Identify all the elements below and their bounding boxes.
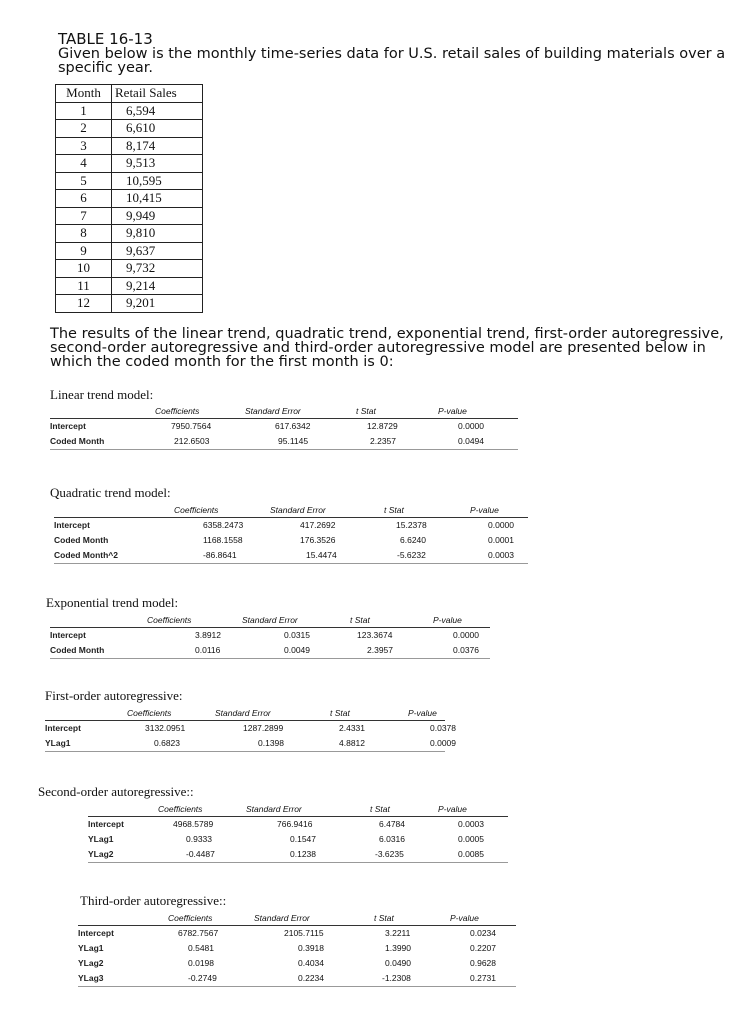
variable-name: Coded Month	[50, 436, 105, 446]
table-row	[56, 207, 203, 225]
t-stat-header: t Stat	[384, 505, 404, 515]
sales-cell: 9,949	[112, 207, 203, 225]
quadratic-model-table	[54, 503, 528, 564]
t-stat-header: t Stat	[356, 406, 376, 416]
month-cell: 3	[56, 137, 112, 155]
t-stat-value: 2.3957	[367, 645, 393, 655]
coefficient-row	[45, 736, 456, 752]
coefficient-value: 0.0198	[188, 958, 214, 968]
p-value: 0.0005	[458, 834, 484, 844]
variable-name: YLag1	[78, 943, 104, 953]
variable-name: YLag3	[78, 973, 104, 983]
coefficient-row	[45, 721, 456, 736]
month-cell: 12	[56, 295, 112, 313]
p-value-header: P-value	[433, 615, 462, 625]
retail-sales-table	[55, 84, 203, 313]
standard-error-value: 0.3918	[298, 943, 324, 953]
coefficient-value: 6782.7567	[178, 928, 219, 938]
coefficient-row	[78, 956, 516, 971]
standard-error-value: 176.3526	[300, 535, 336, 545]
sales-cell: 9,201	[112, 295, 203, 313]
p-value-header: P-value	[470, 505, 499, 515]
t-stat-value: 6.6240	[400, 535, 426, 545]
t-stat-value: 2.4331	[339, 723, 365, 733]
month-cell: 4	[56, 155, 112, 173]
exponential-model-label: Exponential trend model:	[46, 595, 179, 610]
table-row	[56, 102, 203, 120]
ar2-model-label: Second-order autoregressive::	[38, 784, 194, 799]
month-cell: 2	[56, 120, 112, 138]
standard-error-header: Standard Error	[215, 708, 271, 718]
p-value-header: P-value	[438, 804, 467, 814]
standard-error-header: Standard Error	[246, 804, 302, 814]
variable-name: Intercept	[50, 421, 86, 431]
t-stat-header: t Stat	[350, 615, 370, 625]
p-value: 0.0001	[488, 535, 514, 545]
month-cell: 11	[56, 277, 112, 295]
month-cell: 8	[56, 225, 112, 243]
variable-name: Intercept	[88, 819, 124, 829]
coefficient-row	[50, 419, 518, 434]
t-stat-value: -1.2308	[382, 973, 411, 983]
t-stat-value: 123.3674	[357, 630, 393, 640]
coefficient-value: -0.4487	[186, 849, 215, 859]
sales-cell: 9,214	[112, 277, 203, 295]
table-row	[56, 155, 203, 173]
coefficient-row	[88, 817, 508, 832]
p-value: 0.0000	[458, 421, 484, 431]
coefficient-row	[78, 926, 516, 941]
coefficient-header-row	[78, 911, 516, 926]
standard-error-value: 0.1547	[290, 834, 316, 844]
sales-cell: 9,637	[112, 242, 203, 260]
coefficient-row	[50, 643, 490, 659]
coefficients-header: Coefficients	[174, 505, 219, 515]
sales-cell: 10,415	[112, 190, 203, 208]
ar3-model-table	[78, 911, 516, 987]
variable-name: Intercept	[78, 928, 114, 938]
standard-error-value: 766.9416	[277, 819, 313, 829]
month-cell: 10	[56, 260, 112, 278]
standard-error-value: 0.2234	[298, 973, 324, 983]
standard-error-header: Standard Error	[242, 615, 298, 625]
table-row	[56, 190, 203, 208]
p-value-header: P-value	[438, 406, 467, 416]
standard-error-value: 0.4034	[298, 958, 324, 968]
variable-name: Intercept	[54, 520, 90, 530]
t-stat-value: -3.6235	[375, 849, 404, 859]
sales-cell: 10,595	[112, 172, 203, 190]
p-value: 0.0000	[488, 520, 514, 530]
coefficient-value: 4968.5789	[173, 819, 214, 829]
p-value-header: P-value	[450, 913, 479, 923]
t-stat-value: 2.2357	[370, 436, 396, 446]
standard-error-header: Standard Error	[254, 913, 310, 923]
p-value: 0.0376	[453, 645, 479, 655]
standard-error-value: 0.1238	[290, 849, 316, 859]
intro-text: Given below is the monthly time-series data for U.S. retail sales of building materials over a specific year.	[58, 46, 726, 76]
retail-sales-header: Retail Sales	[112, 85, 203, 103]
coefficient-header-row	[50, 404, 518, 419]
t-stat-value: 6.0316	[379, 834, 405, 844]
table-title: TABLE 16-13	[58, 30, 153, 48]
p-value: 0.0234	[470, 928, 496, 938]
t-stat-value: 4.8812	[339, 738, 365, 748]
coefficients-header: Coefficients	[127, 708, 172, 718]
coefficient-value: 0.9333	[186, 834, 212, 844]
quadratic-model-label: Quadratic trend model:	[50, 485, 171, 500]
coefficient-value: 0.5481	[188, 943, 214, 953]
standard-error-value: 95.1145	[278, 436, 309, 446]
table-header-row	[56, 85, 203, 103]
variable-name: Intercept	[45, 723, 81, 733]
coefficients-header: Coefficients	[168, 913, 213, 923]
variable-name: Coded Month	[50, 645, 105, 655]
standard-error-value: 1287.2899	[243, 723, 284, 733]
sales-cell: 9,732	[112, 260, 203, 278]
p-value: 0.0009	[430, 738, 456, 748]
standard-error-value: 617.6342	[275, 421, 311, 431]
sales-cell: 9,810	[112, 225, 203, 243]
coefficient-value: -86.8641	[203, 550, 237, 560]
coefficient-row	[50, 434, 518, 450]
variable-name: YLag2	[88, 849, 114, 859]
month-cell: 6	[56, 190, 112, 208]
t-stat-value: 1.3990	[385, 943, 411, 953]
results-text: The results of the linear trend, quadratic trend, exponential trend, first-order autoregressive, second-order autoregressive and third-order autoregressive model are presented below in which the coded month for the first month is 0:	[50, 326, 724, 370]
ar1-model-table	[45, 706, 456, 752]
coefficient-row	[88, 847, 508, 863]
t-stat-value: 3.2211	[385, 928, 411, 938]
p-value-header: P-value	[408, 708, 437, 718]
month-cell: 1	[56, 102, 112, 120]
table-row	[56, 120, 203, 138]
t-stat-header: t Stat	[330, 708, 350, 718]
coefficient-row	[54, 518, 528, 533]
variable-name: Coded Month^2	[54, 550, 118, 560]
t-stat-header: t Stat	[370, 804, 390, 814]
p-value: 0.0003	[458, 819, 484, 829]
standard-error-header: Standard Error	[270, 505, 326, 515]
coefficient-header-row	[88, 802, 508, 817]
month-cell: 9	[56, 242, 112, 260]
t-stat-header: t Stat	[374, 913, 394, 923]
coefficient-header-row	[54, 503, 528, 518]
ar3-model-label: Third-order autoregressive::	[80, 893, 227, 908]
coefficients-header: Coefficients	[158, 804, 203, 814]
variable-name: Intercept	[50, 630, 86, 640]
month-cell: 7	[56, 207, 112, 225]
ar2-model-table	[88, 802, 508, 863]
month-header: Month	[56, 85, 112, 103]
coefficients-header: Coefficients	[155, 406, 200, 416]
t-stat-value: -5.6232	[397, 550, 426, 560]
p-value: 0.9628	[470, 958, 496, 968]
standard-error-header: Standard Error	[245, 406, 301, 416]
coefficient-row	[54, 548, 528, 564]
coefficient-value: 212.6503	[174, 436, 210, 446]
linear-model-label: Linear trend model:	[50, 387, 154, 402]
table-row	[56, 172, 203, 190]
coefficient-row	[78, 941, 516, 956]
ar1-model-label: First-order autoregressive:	[45, 688, 183, 703]
p-value: 0.0085	[458, 849, 484, 859]
table-row	[56, 242, 203, 260]
standard-error-value: 2105.7115	[284, 928, 324, 938]
p-value: 0.0494	[458, 436, 484, 446]
sales-cell: 6,594	[112, 102, 203, 120]
coefficient-value: 3.8912	[195, 630, 221, 640]
variable-name: YLag1	[45, 738, 71, 748]
variable-name: Coded Month	[54, 535, 109, 545]
coefficient-row	[54, 533, 528, 548]
p-value: 0.2731	[470, 973, 496, 983]
table-row	[56, 277, 203, 295]
t-stat-value: 15.2378	[396, 520, 427, 530]
p-value: 0.2207	[470, 943, 496, 953]
coefficient-row	[88, 832, 508, 847]
coefficient-value: -0.2749	[188, 973, 217, 983]
exponential-model-table	[50, 613, 490, 659]
coefficient-header-row	[45, 706, 445, 721]
t-stat-value: 6.4784	[379, 819, 405, 829]
table-row	[56, 295, 203, 313]
coefficient-value: 6358.2473	[203, 520, 244, 530]
coefficient-row	[50, 628, 490, 643]
coefficient-value: 0.0116	[195, 645, 221, 655]
table-row	[56, 137, 203, 155]
coefficient-value: 3132.0951	[145, 723, 186, 733]
standard-error-value: 15.4474	[306, 550, 337, 560]
standard-error-value: 0.0049	[284, 645, 310, 655]
standard-error-value: 0.1398	[258, 738, 284, 748]
t-stat-value: 0.0490	[385, 958, 411, 968]
t-stat-value: 12.8729	[367, 421, 398, 431]
standard-error-value: 417.2692	[300, 520, 336, 530]
sales-cell: 8,174	[112, 137, 203, 155]
coefficients-header: Coefficients	[147, 615, 192, 625]
table-row	[56, 225, 203, 243]
p-value: 0.0003	[488, 550, 514, 560]
variable-name: YLag1	[88, 834, 114, 844]
table-row	[56, 260, 203, 278]
coefficient-value: 7950.7564	[171, 421, 212, 431]
linear-model-table	[50, 404, 518, 450]
coefficient-header-row	[50, 613, 490, 628]
p-value: 0.0378	[430, 723, 456, 733]
coefficient-value: 1168.1558	[203, 535, 243, 545]
month-cell: 5	[56, 172, 112, 190]
coefficient-value: 0.6823	[154, 738, 180, 748]
standard-error-value: 0.0315	[284, 630, 310, 640]
sales-cell: 6,610	[112, 120, 203, 138]
p-value: 0.0000	[453, 630, 479, 640]
variable-name: YLag2	[78, 958, 104, 968]
coefficient-row	[78, 971, 516, 987]
sales-cell: 9,513	[112, 155, 203, 173]
